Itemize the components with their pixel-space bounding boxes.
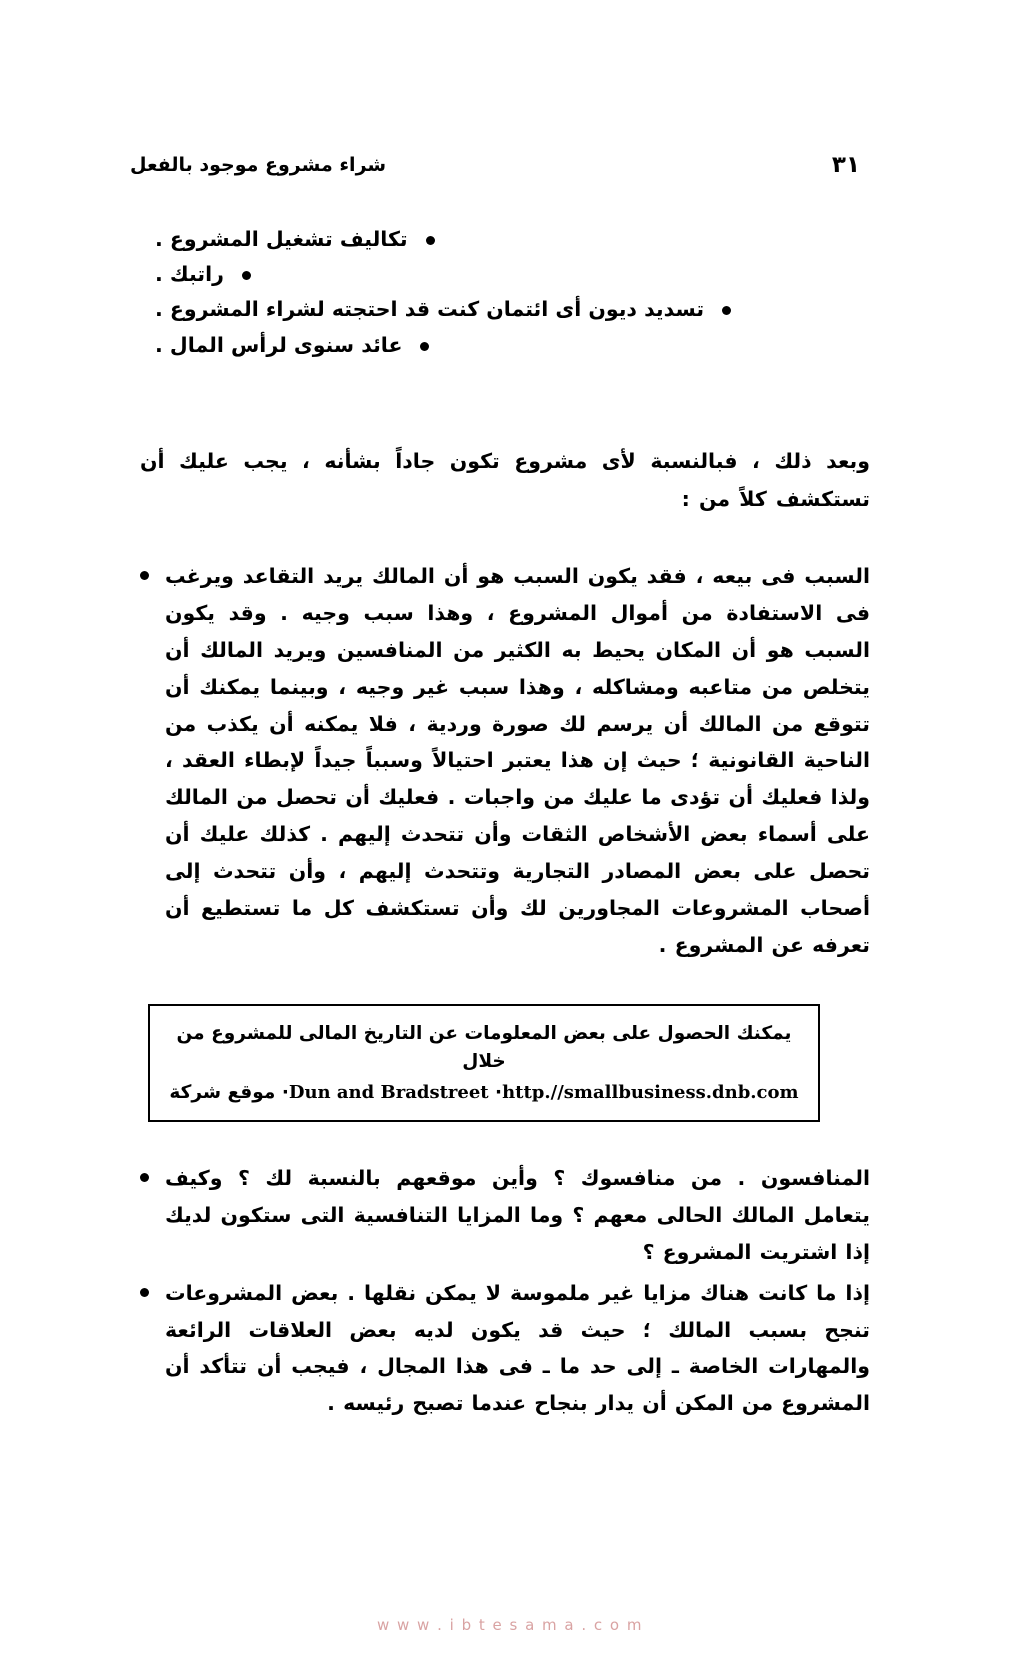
list-item — [155, 261, 855, 287]
top-bullet-list — [155, 226, 855, 367]
bullet-icon — [140, 1173, 149, 1182]
bullet-icon — [426, 236, 435, 245]
callout-brand: Dun and Bradstreet — [288, 1081, 489, 1103]
list-item-label: عائد سنوى لرأس المال . — [155, 332, 403, 357]
list-item — [155, 296, 855, 322]
main-bullet-list — [140, 558, 870, 964]
running-title: شراء مشروع موجود بالفعل — [130, 154, 387, 176]
bullet-icon — [140, 571, 149, 580]
callout-prefix: موقع شركة — [169, 1081, 276, 1103]
bullet-icon — [242, 271, 251, 280]
callout-url[interactable]: http.//smallbusiness.dnb.com — [502, 1081, 799, 1103]
callout-line-1: يمكنك الحصول على بعض المعلومات عن التاريخ المالى للمشروع من خلال — [176, 1023, 792, 1072]
list-item — [140, 1275, 870, 1423]
list-item-label: إذا ما كانت هناك مزايا غير ملموسة لا يمكن نقلها . بعض المشروعات تنجح بسبب المالك ؛ حيث قد يكون لديه بعض العلاقات الرائعة والمهارات الخاصة ـ إلى حد ما ـ فى هذا المجال ، فيجب أن تتأكد أن المشروع من المكن أن يدار بنجاح عندما تصبح رئيسه . — [165, 1280, 870, 1416]
page-header — [130, 148, 860, 182]
list-item-label: راتبك . — [155, 262, 224, 287]
list-item-label: تسديد ديون أى ائتمان كنت قد احتجته لشراء المشروع . — [155, 297, 705, 322]
callout-box — [148, 1004, 820, 1122]
list-item — [155, 226, 855, 252]
lower-bullet-list — [140, 1160, 870, 1426]
bullet-icon — [140, 1288, 149, 1297]
list-item-label: السبب فى بيعه ، فقد يكون السبب هو أن المالك يريد التقاعد ويرغب فى الاستفادة من أموال المشروع ، وهذا سبب وجيه . وقد يكون السبب هو أن المكان يحيط به الكثير من المنافسين ويريد المالك أن يتخلص من متاعبه ومشاكله ، وهذا سبب غير وجيه ، وبينما يمكنك أن تتوقع من المالك أن يرسم لك صورة وردية ، فلا يمكنه أن يكذب من الناحية القانونية ؛ حيث إن هذا يعتبر احتيالاً وسبباً جيداً لإبطاء العقد ، ولذا فعليك أن تؤدى ما عليك من واجبات . فعليك أن تحصل من المالك على أسماء بعض الأشخاص الثقات وأن تتحدث إليهم . كذلك عليك أن تحصل على بعض المصادر التجارية وتتحدث إليهم ، وأن تتحدث إلى أصحاب المشروعات المجاورين لك وأن تستكشف كل ما تستطيع أن تعرفه عن المشروع . — [165, 564, 870, 957]
list-item — [155, 332, 855, 358]
bullet-icon — [420, 342, 429, 351]
callout-line-2 — [168, 1079, 800, 1107]
bullet-icon — [722, 306, 731, 315]
page-number: ٣١ — [831, 152, 860, 178]
list-item — [140, 558, 870, 964]
list-item-label: تكاليف تشغيل المشروع . — [155, 227, 408, 251]
footer-watermark: w w w . i b t e s a m a . c o m — [376, 1616, 643, 1634]
list-item — [140, 1160, 870, 1271]
intro-paragraph: وبعد ذلك ، فبالنسبة لأى مشروع تكون جاداً بشأنه ، يجب عليك أن تستكشف كلاً من : — [140, 449, 870, 511]
callout-separator: · — [281, 1081, 289, 1103]
callout-separator: · — [495, 1081, 503, 1103]
list-item-label: المنافسون . من منافسوك ؟ وأين موقعهم بالنسبة لك ؟ وكيف يتعامل المالك الحالى معهم ؟ وما المزايا التنافسية التى ستكون لديك إذا اشتريت المشروع ؟ — [165, 1166, 870, 1264]
